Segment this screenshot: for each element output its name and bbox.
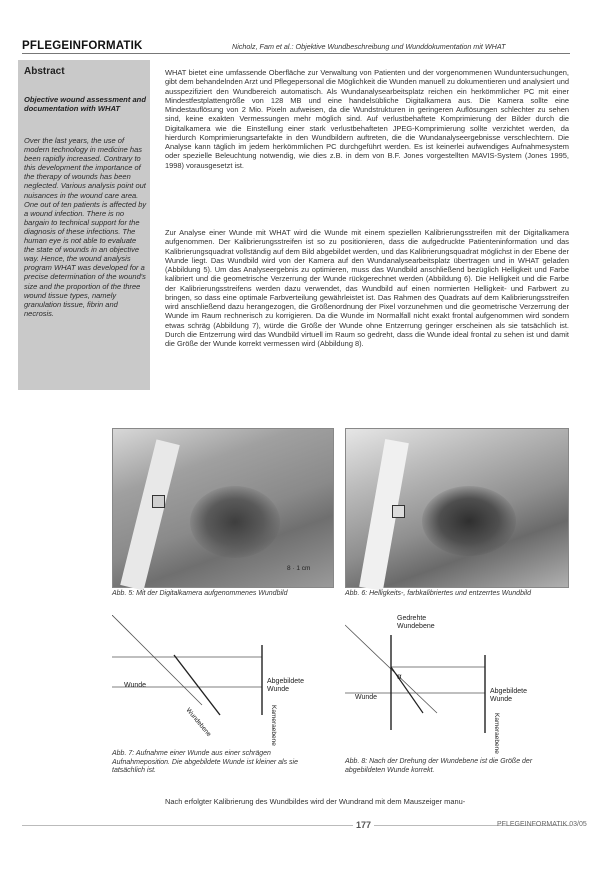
figure-7-caption: Abb. 7: Aufnahme einer Wunde aus einer schrägen Aufnahmeposition. Die abgebildete Wunde ist kleiner als sie tatsächlich ist. xyxy=(112,750,298,775)
label-abgebildete-2: Wunde xyxy=(267,686,290,693)
abstract-subtitle: Objective wound assessment and documentation with WHAT xyxy=(24,95,146,114)
scale-label: 8 · 1 cm xyxy=(287,565,311,572)
figure-5-caption: Abb. 5: Mit der Digitalkamera aufgenommenes Wundbild xyxy=(112,590,288,597)
wound-plane-line xyxy=(174,655,220,715)
calibration-square xyxy=(152,495,165,508)
running-head: Nicholz, Fam et al.: Objektive Wundbeschreibung und Wunddokumentation mit WHAT xyxy=(232,42,506,51)
body-paragraph-2: Zur Analyse einer Wunde mit WHAT wird die Wunde mit einem speziellen Kalibrierungsstreifen mit der Digitalkamera aufgenommen. Der Kalibrierungsstreifen ist so zu positionieren, dass die aufgedruckte Patienteninformation und das Kalibrierungsquadrat vollständig auf dem Bild abgebildet werden, und das Kalibrierungsquadrat möglichst in der Ebene der Wunde liegt. Das Wundbild wird von der Kamera auf den Wundanalysearbeitsplatz übertragen und in WHAT geladen (Abbildung 5). Um das Analyseergebnis zu optimieren, muss das Wundbild anschließend bezüglich Helligkeit und Farbe kalibriert und die geometrische Verzerrung der Wunde rückgerechnet werden (Abbildung 6). Die Helligkeit und die Farbe der Kalibrierungsstreifens werden dazu verwendet, das Wundbild auf einen normierten Helligkeit- und Farbwert zu bringen, so dass eine optimale Farbverteilung gewährleistet ist. Das Rahmen des Quadrats auf dem Kalibrierungsstreifen wird anschließend dazu herangezogen, die Größenordnung der Pixel vorzunehmen und die geometrische Verzerrung der Wunde im Raum rechnerisch zu korrigieren. Da die Wunde im Normalfall nicht exakt frontal aufgenommen wird sondern etwas schräg (Abbildung 7), würde die Größe der Wunde ohne Entzerrung geringer erscheinen als sie tatsächlich ist. Durch die Entzerrung wird das Wundbild virtuell im Raum so gedreht, dass die Wunde ideal frontal zu sehen ist und damit die Größe der Wunde korrekt vermessen wird (Abbildung 8). xyxy=(165,228,569,348)
label-gedrehte-2: Wundebene xyxy=(397,623,435,630)
label-abgebildete: Abgebildete xyxy=(267,678,304,685)
body-paragraph-1: WHAT bietet eine umfassende Oberfläche zur Verwaltung von Patienten und der vorgenommenen Wunduntersuchungen, gibt dem behandelnden Arzt und Pflegepersonal die Möglichkeit die Wunden manuell zu dokumentieren und analysiert und ausspezifiziert den Wundbereich automatisch. Als Wundanalysearbeitsplatz reichen ein herkömmlicher PC mit einer Mindestfestplattengröße von 128 MB und eine handelsübliche Digitalkamera aus. Die Kamera sollte eine Mindestauflösung von 2 Mio. Pixeln aufweisen, da die Wundstrukturen in geringeren Auflösungen schlechter zu sehen sind, keine exakten Vermessungen mehr möglich sind. Auf verlustbehaftete Komprimierung der Bilder durch die Digitalkamera wie die Einstellung einer stark verlustbehafteten JPEG-Komprimierung sollte verzichtet werden, da hierdurch Komprimierungsartefakte in den Wundbildern auftreten, die die Wundanalyseergebnisse verschlechtern. Die Analyse kann täglich im jedem herkömmlichen PC durchgeführt werden. Es ist keinerlei aufwendiges Aufnahmesystem oder spezielle Beleuchtung notwendig, wie dies z.B. in dem von B.F. Jones vorgestellten MAVIS-System (Jones 1995, 1998) vorausgesetzt ist. xyxy=(165,68,569,170)
label-alpha: α xyxy=(397,672,402,681)
brand-title: PFLEGEINFORMATIK xyxy=(22,40,143,52)
wound-plane-line xyxy=(391,667,423,713)
body-paragraph-3: Nach erfolgter Kalibrierung des Wundbildes wird der Wundrand mit dem Mauszeiger manu- xyxy=(165,797,466,806)
abstract-body: Over the last years, the use of modern technology in medicine has been rapidly increased. Contrary to this development the importance of the therapy of wounds has been neglected. Various analysis point out nuisances in the wound care area. One out of ten patients is affected by a wound infection. There is no bargain to technical support for the diagnosis of these infections. The human eye is not able to evaluate the state of wounds in an objective way. Hence, the wound analysis program WHAT was developed for a precise determination of the wound's size and the proportion of the three wound tissue types, namely granulation tissue, fibrin and necrosis. xyxy=(24,136,147,318)
label-abgebildete-2: Wunde xyxy=(490,696,513,703)
wound-area xyxy=(190,486,280,558)
footer-divider xyxy=(22,825,570,826)
journal-name: PFLEGEINFORMATIK 03/05 xyxy=(497,821,587,828)
figure-8-caption: Abb. 8: Nach der Drehung der Wundebene ist die Größe der abgebildeten Wunde korrekt. xyxy=(345,758,533,774)
label-kameraebene: Kameraebene xyxy=(493,713,500,754)
wound-area xyxy=(422,486,516,556)
figure-7-diagram xyxy=(112,615,332,755)
header-divider xyxy=(22,53,570,54)
label-wunde: Wunde xyxy=(124,682,147,689)
figure-8-diagram xyxy=(345,605,567,755)
label-kameraebene: Kameraebene xyxy=(270,705,277,746)
page-number: 177 xyxy=(353,820,374,830)
figure-6-caption: Abb. 6: Helligkeits-, farbkalibriertes und entzerrtes Wundbild xyxy=(345,590,531,597)
label-wundebene: Wundebene xyxy=(184,706,213,739)
perspective-line xyxy=(112,615,202,705)
label-wunde: Wunde xyxy=(355,694,378,701)
abstract-title: Abstract xyxy=(24,66,65,77)
label-abgebildete: Abgebildete xyxy=(490,688,527,695)
calibration-square xyxy=(392,505,405,518)
label-gedrehte: Gedrehte xyxy=(397,615,427,622)
